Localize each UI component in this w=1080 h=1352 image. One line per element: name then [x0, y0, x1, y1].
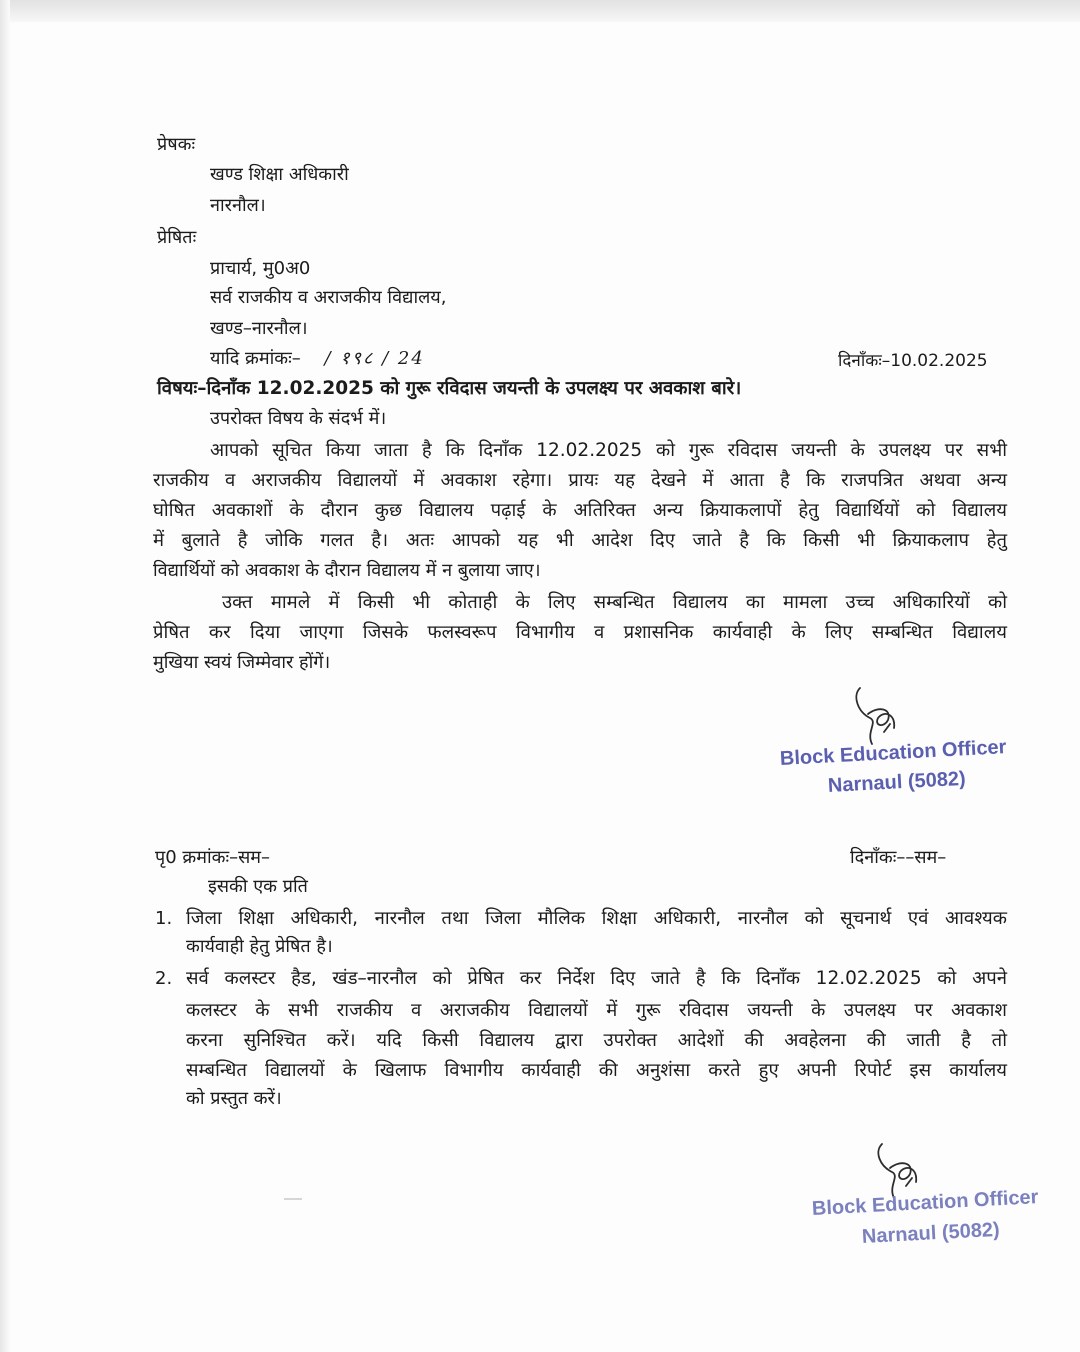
endorsement-reference: पृ0 क्रमांकः–सम–	[155, 847, 271, 868]
scan-border-top	[0, 0, 1080, 22]
item-1-line-2: कार्यवाही हेतु प्रेषित है।	[186, 936, 333, 957]
reference-number	[210, 348, 425, 370]
paragraph-2-line-3: मुखिया स्वयं जिम्मेवार होंगें।	[153, 652, 331, 673]
scan-border-left	[0, 0, 10, 1352]
recipient-line-1: प्राचार्य, मु0अ0	[210, 258, 311, 279]
item-1-line-1: जिला शिक्षा अधिकारी, नारनौल तथा जिला मौलिक शिक्षा अधिकारी, नारनौल को सूचनार्थ एवं आवश्यक	[186, 908, 1007, 929]
item-2-line-3: करना सुनिश्चित करें। यदि किसी विद्यालय द्वारा उपरोक्त आदेशों की अवहेलना की जाती है तो	[186, 1030, 1007, 1051]
item-2-number: 2.	[155, 968, 173, 989]
paragraph-1-line-2: राजकीय व अराजकीय विद्यालयों में अवकाश रहेगा। प्रायः यह देखने में आता है कि राजपत्रित अथवा अन्य	[153, 470, 1007, 491]
stamp-office-1: Narnaul (5082)	[827, 767, 967, 797]
paragraph-1-line-5: विद्यार्थियों को अवकाश के दौरान विद्यालय में न बुलाया जाए।	[153, 560, 541, 581]
stamp-office-2: Narnaul (5082)	[861, 1218, 1001, 1248]
paragraph-1-line-1: आपको सूचित किया जाता है कि दिनाँक 12.02.2025 को गुरू रविदास जयन्ती के उपलक्ष्य पर सभी	[210, 440, 1007, 461]
stamp-title-2: Block Education Officer	[811, 1186, 1039, 1220]
item-2-line-1: सर्व कलस्टर हैड, खंड–नारनौल को प्रेषित कर निर्देश दिए जाते है कि दिनाँक 12.02.2025 को अपने	[186, 968, 1007, 989]
sender-name: खण्ड शिक्षा अधिकारी	[210, 164, 349, 185]
item-2-line-5: को प्रस्तुत करें।	[186, 1088, 282, 1109]
item-2-line-4: सम्बन्धित विद्यालयों के खिलाफ विभागीय कार्यवाही की अनुशंसा करते हुए अपनी रिपोर्ट इस कार्यालय	[186, 1060, 1007, 1081]
recipient-label: प्रेषितः	[157, 227, 197, 248]
recipient-line-3: खण्ड–नारनौल।	[210, 318, 308, 339]
salutation-reference: उपरोक्त विषय के संदर्भ में।	[210, 408, 387, 429]
recipient-line-2: सर्व राजकीय व अराजकीय विद्यालय,	[210, 287, 447, 308]
paragraph-2-line-2: प्रेषित कर दिया जाएगा जिसके फलस्वरूप विभागीय व प्रशासनिक कार्यवाही के लिए सम्बन्धित विद्यालय	[153, 622, 1007, 643]
stamp-title-1: Block Education Officer	[779, 736, 1007, 770]
paragraph-1-line-4: में बुलाते है जोकि गलत है। अतः आपको यह भी आदेश दिए जाते है कि किसी भी क्रियाकलाप हेतु	[153, 530, 1007, 551]
letter-date: दिनाँकः–10.02.2025	[838, 351, 988, 371]
subject-line: विषयः–दिनाँक 12.02.2025 को गुरू रविदास जयन्ती के उपलक्ष्य पर अवकाश बारे।	[157, 378, 742, 399]
reference-value: / १९८ / 24	[324, 348, 425, 369]
paragraph-1-line-3: घोषित अवकाशों के दौरान कुछ विद्यालय पढ़ाई के अतिरिक्त अन्य क्रियाकलापों हेतु विद्यार्थियों को विद्यालय	[153, 500, 1007, 521]
copy-to-heading: इसकी एक प्रति	[208, 876, 308, 897]
item-1-number: 1.	[155, 908, 173, 929]
endorsement-date: दिनाँकः––सम–	[850, 847, 947, 868]
paragraph-2-line-1: उक्त मामले में किसी भी कोताही के लिए सम्बन्धित विद्यालय का मामला उच्च अधिकारियों को	[222, 592, 1007, 613]
sender-place: नारनौल।	[210, 195, 266, 216]
item-2-line-2: कलस्टर के सभी राजकीय व अराजकीय विद्यालयों में गुरू रविदास जयन्ती के उपलक्ष्य पर अवकाश	[186, 1000, 1007, 1021]
scan-speck	[284, 1198, 302, 1200]
reference-label: यादि क्रमांकः–	[210, 348, 301, 369]
sender-label: प्रेषकः	[157, 134, 196, 155]
